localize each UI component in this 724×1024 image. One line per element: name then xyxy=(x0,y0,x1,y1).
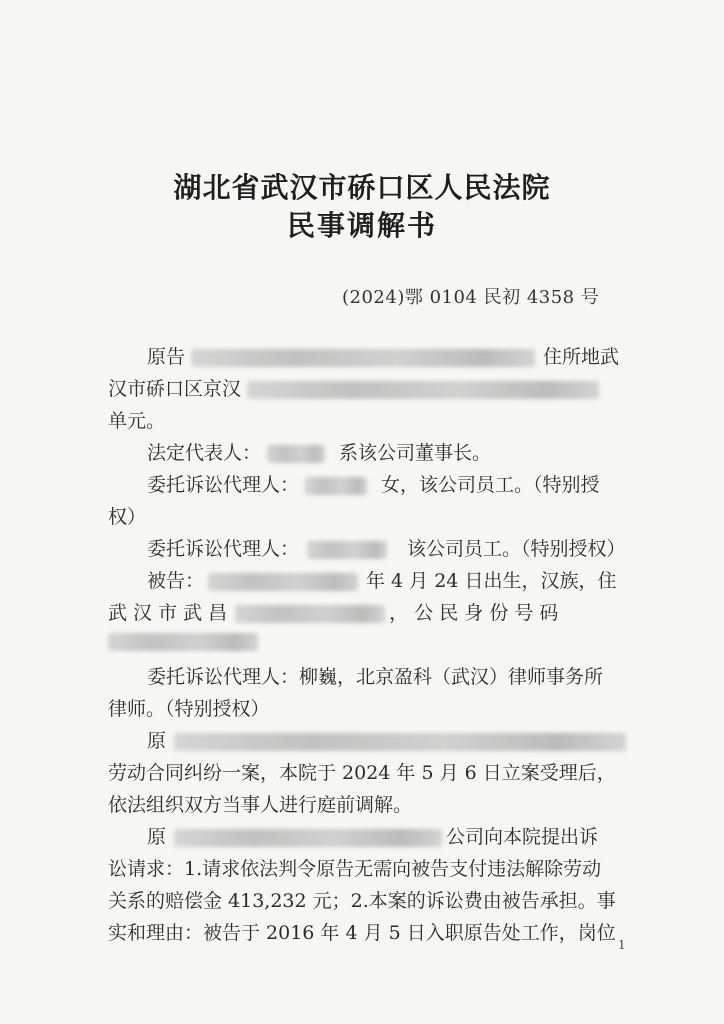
redacted-block xyxy=(305,477,367,495)
redacted-block xyxy=(108,633,258,651)
document-type: 民事调解书 xyxy=(286,209,437,242)
text-span: 汉市硚口区京汉 xyxy=(108,378,242,400)
redacted-block xyxy=(174,733,626,751)
text-span: 原 xyxy=(147,826,167,848)
text-span: 委托诉讼代理人： xyxy=(147,538,300,560)
paragraph-line xyxy=(108,374,599,401)
text-span: ， 公 民 身 份 号 码 xyxy=(389,602,559,624)
redacted-block xyxy=(235,605,385,623)
paragraph-line: 单元。 xyxy=(108,410,166,432)
paragraph-line xyxy=(147,822,598,849)
text-span: 公司向本院提出诉 xyxy=(446,826,599,848)
paragraph-line: 依法组织双方当事人进行庭前调解。 xyxy=(108,794,413,816)
paragraph-line xyxy=(147,438,491,465)
text-span: 法定代表人： xyxy=(147,442,262,464)
text-span: 年 4 月 24 日出生，汉族，住 xyxy=(366,570,617,592)
text-span: 系该公司董事长。 xyxy=(339,442,492,464)
page-number: 1 xyxy=(618,938,626,952)
text-span: 武 汉 市 武 昌 xyxy=(108,602,228,624)
paragraph-line xyxy=(147,726,626,753)
text-span: 女，该公司员工。（特别授 xyxy=(381,474,600,496)
text-span: 住所地武 xyxy=(543,346,620,368)
redacted-block xyxy=(247,381,599,399)
court-name: 湖北省武汉市硚口区人民法院 xyxy=(173,171,551,204)
text-span: 原告 xyxy=(147,346,186,368)
paragraph-line xyxy=(147,342,619,369)
paragraph-line xyxy=(147,470,600,497)
redacted-block xyxy=(208,573,358,591)
paragraph-line: 关系的赔偿金 413,232 元；2.本案的诉讼费由被告承担。事 xyxy=(108,890,616,912)
paragraph-line: 劳动合同纠纷一案，本院于 2024 年 5 月 6 日立案受理后， xyxy=(108,762,616,784)
redacted-block xyxy=(267,445,325,463)
redacted-block xyxy=(174,829,442,847)
text-span: 委托诉讼代理人： xyxy=(147,474,300,496)
paragraph-line: 委托诉讼代理人：柳巍，北京盈科（武汉）律师事务所 xyxy=(147,666,604,688)
paragraph-line: 律师。（特别授权） xyxy=(108,698,270,720)
paragraph-line xyxy=(108,630,258,652)
text-span: 被告： xyxy=(147,570,205,592)
text-span: 该公司员工。（特别授权） xyxy=(407,538,626,560)
paragraph-line: 实和理由：被告于 2016 年 4 月 5 日入职原告处工作，岗位 xyxy=(108,922,616,944)
paragraph-line: 讼请求：1.请求依法判令原告无需向被告支付违法解除劳动 xyxy=(108,858,602,880)
redacted-block xyxy=(307,541,387,559)
paragraph-line xyxy=(147,566,616,593)
text-span: 原 xyxy=(147,730,167,752)
redacted-block xyxy=(191,349,535,367)
paragraph-line xyxy=(108,598,558,625)
case-number: (2024)鄂 0104 民初 4358 号 xyxy=(342,287,600,308)
paragraph-line xyxy=(147,534,626,561)
paragraph-line: 权） xyxy=(108,506,147,528)
